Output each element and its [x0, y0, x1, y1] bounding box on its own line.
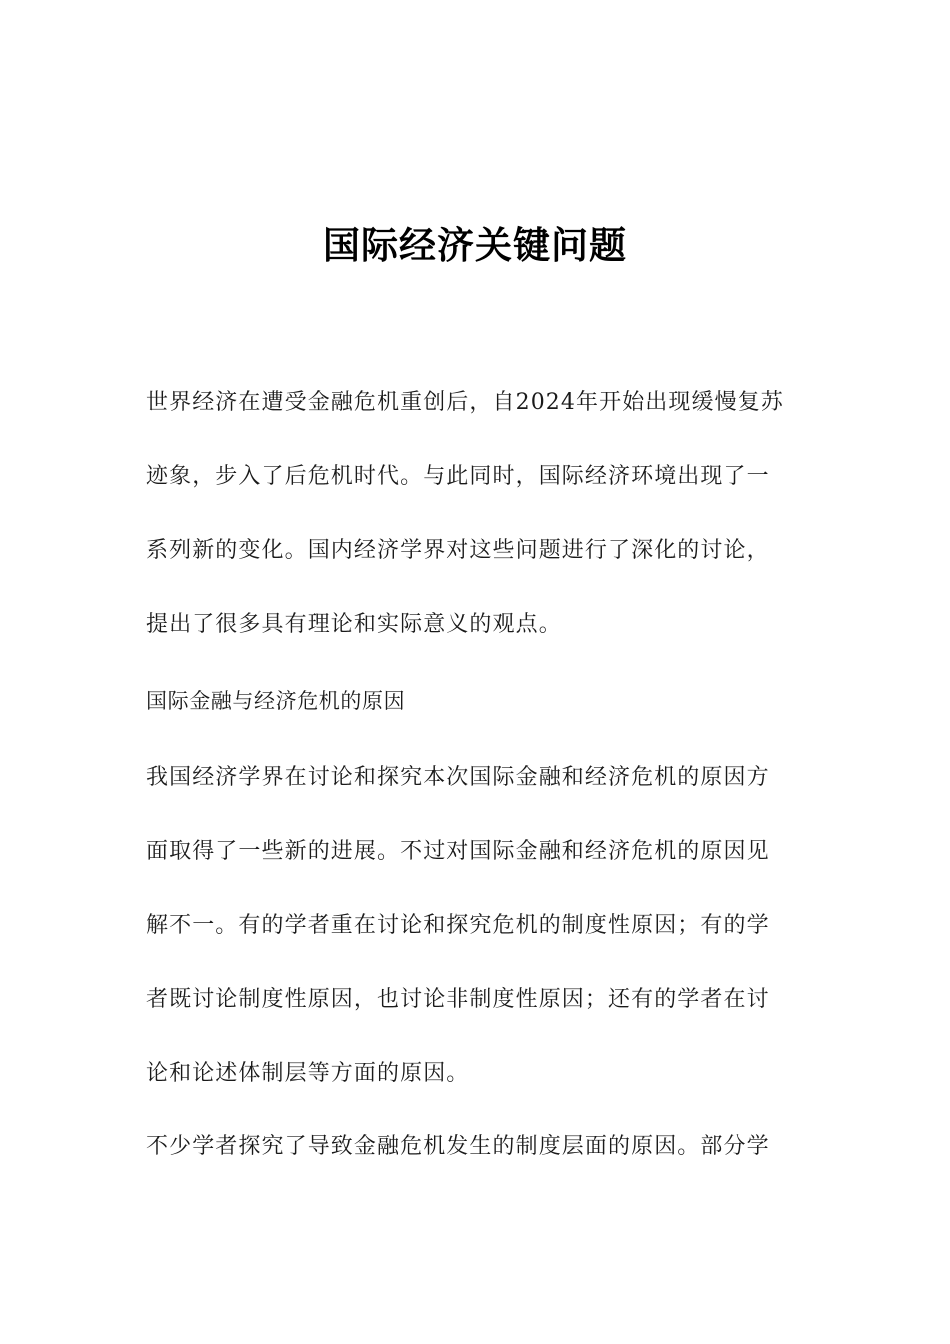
paragraph-line: 世界经济在遭受金融危机重创后，自2024年开始出现缓慢复苏: [146, 390, 784, 415]
paragraph-line: 迹象，步入了后危机时代。与此同时，国际经济环境出现了一: [146, 464, 770, 489]
document-title: 国际经济关键问题: [323, 224, 627, 267]
paragraph-causes: [146, 741, 808, 1111]
paragraph-institutional: [146, 1110, 808, 1184]
paragraph-line: 论和论述体制层等方面的原因。: [146, 1061, 470, 1086]
paragraph-line: 提出了很多具有理论和实际意义的观点。: [146, 612, 562, 637]
paragraph-line: 者既讨论制度性原因，也讨论非制度性原因；还有的学者在讨: [146, 987, 770, 1012]
paragraph-line: 面取得了一些新的进展。不过对国际金融和经济危机的原因见: [146, 839, 770, 864]
paragraph-line: 系列新的变化。国内经济学界对这些问题进行了深化的讨论，: [146, 538, 770, 563]
paragraph-line: 解不一。有的学者重在讨论和探究危机的制度性原因；有的学: [146, 913, 770, 938]
paragraph-line: 我国经济学界在讨论和探究本次国际金融和经济危机的原因方: [146, 765, 770, 790]
paragraph-line: 不少学者探究了导致金融危机发生的制度层面的原因。部分学: [146, 1134, 770, 1159]
paragraph-intro: [146, 366, 808, 662]
section-heading: 国际金融与经济危机的原因: [146, 689, 406, 713]
